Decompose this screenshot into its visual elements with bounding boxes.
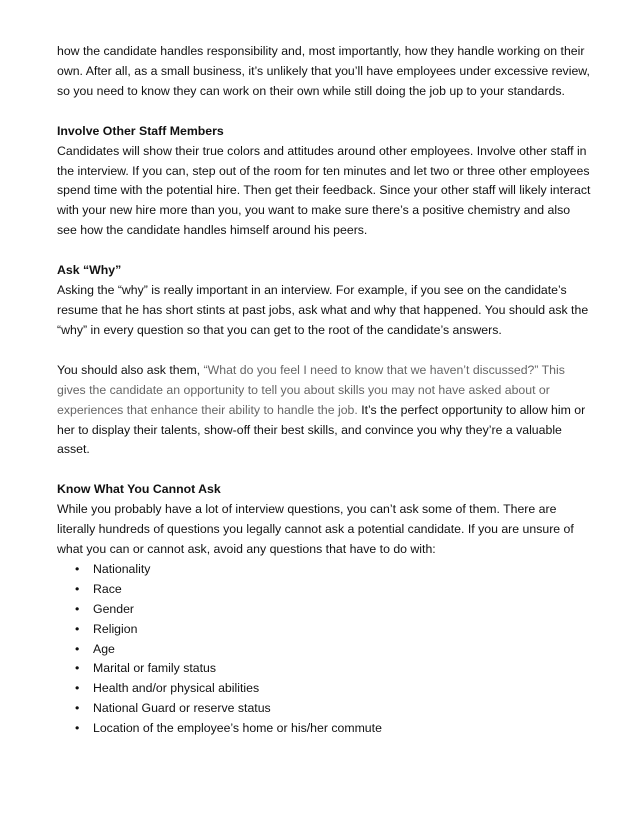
- heading-cannot-ask: Know What You Cannot Ask: [57, 482, 221, 497]
- list-item: [57, 580, 591, 600]
- bullet-icon: •: [75, 721, 80, 736]
- list-item-text: Marital or family status: [93, 661, 216, 676]
- list-item-text: National Guard or reserve status: [93, 701, 271, 716]
- list-item: [57, 620, 591, 640]
- list-item-text: Location of the employee’s home or his/her commute: [93, 721, 382, 736]
- bullet-icon: •: [75, 621, 80, 636]
- paragraph-cannot-ask: While you probably have a lot of interview questions, you can’t ask some of them. There are literally hundreds of questions you legally cannot ask a potential candidate. If you are unsure of what you can or cannot ask, avoid any questions that have to do with:: [57, 502, 574, 557]
- intro-paragraph: how the candidate handles responsibility and, most importantly, how they handle working on their own. After all, as a small business, it’s unlikely that you’ll have employees under excessive review, so you need to know they can work on their own while still doing the job up to your standards.: [57, 44, 590, 98]
- list-item: [57, 699, 591, 719]
- list-item-text: Religion: [93, 621, 138, 636]
- bullet-icon: •: [75, 601, 80, 616]
- paragraph-ask-followup: [57, 361, 591, 461]
- followup-quote: “What do you feel I need to know that we haven’t discussed?” This gives the candidate an opportunity to tell you about skills you may not have asked about or experiences that enhance their ability to handle the job.: [57, 362, 565, 417]
- list-item-text: Nationality: [93, 561, 151, 576]
- list-item: [57, 640, 591, 660]
- bullet-icon: •: [75, 701, 80, 716]
- document-page: [57, 42, 591, 739]
- paragraph-involve-staff: Candidates will show their true colors and attitudes around other employees. Involve other staff in the interview. If you can, step out of the room for ten minutes and let two or three other employees spend time with the potential hire. Then get their feedback. Since your other staff will likely interact with your new hire more than you, you want to make sure there’s a positive chemistry and also see how the candidate handles himself around his peers.: [57, 143, 591, 238]
- prohibited-topics-list: [57, 560, 591, 739]
- bullet-icon: •: [75, 641, 80, 656]
- list-item: [57, 719, 591, 739]
- list-item-text: Gender: [93, 601, 135, 616]
- heading-involve-staff: Involve Other Staff Members: [57, 123, 224, 138]
- list-item-text: Race: [93, 581, 122, 596]
- followup-lead: You should also ask them,: [57, 362, 204, 377]
- heading-ask-why: Ask “Why”: [57, 263, 122, 278]
- list-item: [57, 659, 591, 679]
- bullet-icon: •: [75, 681, 80, 696]
- followup-tail: It’s the perfect opportunity to allow him or her to display their talents, show-off their best skills, and convince you why they’re a valuable asset.: [57, 402, 586, 457]
- list-item-text: Age: [93, 641, 115, 656]
- list-item: [57, 600, 591, 620]
- paragraph-ask-why: Asking the “why” is really important in an interview. For example, if you see on the candidate’s resume that he has short stints at past jobs, ask what and why that happened. You should ask the “why” in every question so that you can get to the root of the candidate’s answers.: [57, 283, 589, 337]
- bullet-icon: •: [75, 661, 80, 676]
- list-item: [57, 679, 591, 699]
- list-item: [57, 560, 591, 580]
- bullet-icon: •: [75, 581, 80, 596]
- list-item-text: Health and/or physical abilities: [93, 681, 260, 696]
- bullet-icon: •: [75, 561, 80, 576]
